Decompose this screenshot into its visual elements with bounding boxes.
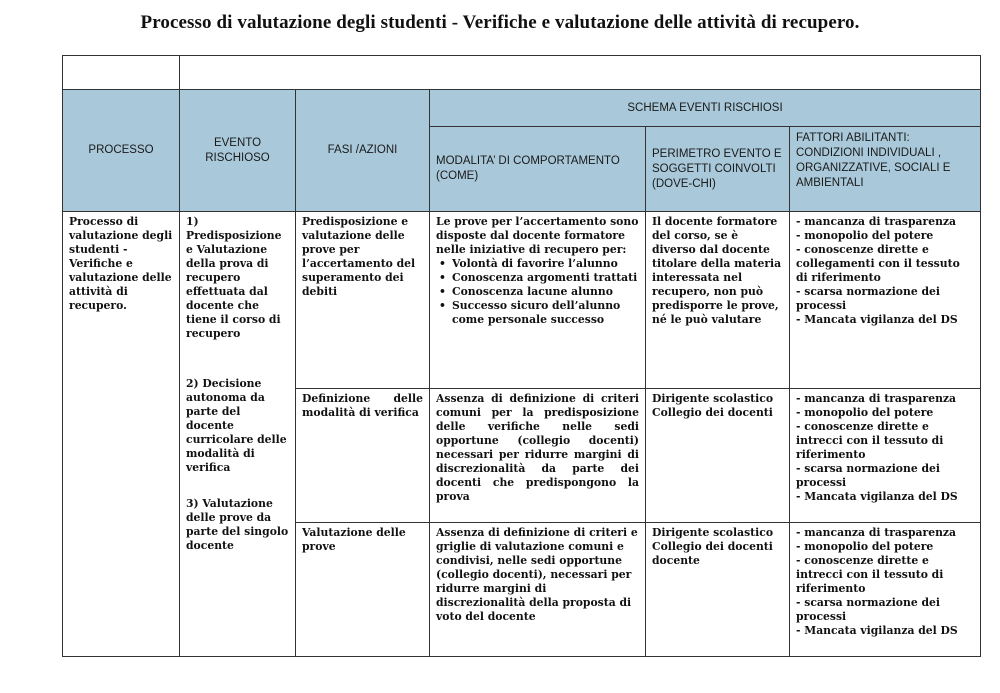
header-fasi-azioni: FASI /AZIONI [296, 90, 430, 212]
fattore-item: - mancanza di trasparenza [796, 392, 957, 405]
modalita-cell: Assenza di definizione di criteri e griglie di valutazione comuni e condivisi, nelle sedi opportune (collegio docenti), necessari per ridurre margini di discrezionalità della proposta di voto del docente [430, 523, 646, 657]
fattore-item: - Mancata vigilanza del DS [796, 313, 958, 326]
header-processo: PROCESSO [63, 90, 180, 212]
fattore-item: - monopolio del potere [796, 229, 934, 242]
fattore-item: - scarsa normazione dei processi [796, 596, 941, 623]
fattore-item: - scarsa normazione dei processi [796, 285, 941, 312]
fattore-item: - conoscenze dirette e collegamenti con il tessuto di riferimento [796, 243, 960, 284]
fattore-item: - monopolio del potere [796, 540, 934, 553]
perimetro-line: Dirigente scolastico [652, 526, 774, 539]
modalita-cell: Assenza di definizione di criteri comuni per la predisposizione delle verifiche nelle sedi opportune (collegio docenti) necessari per ridurre margini di discrezionalità da parte dei docenti che predispongono la prova [430, 389, 646, 523]
fase-cell: Definizione delle modalità di verifica [296, 389, 430, 523]
processo-cell: Processo di valutazione degli studenti - Verifiche e valutazione delle attività di recupero. [63, 212, 180, 657]
fattore-item: - mancanza di trasparenza [796, 526, 957, 539]
fase-cell: Valutazione delle prove [296, 523, 430, 657]
fattore-item: - conoscenze dirette e intrecci con il tessuto di riferimento [796, 554, 944, 595]
fattore-item: - Mancata vigilanza del DS [796, 490, 958, 503]
empty-cell-left [63, 56, 180, 90]
empty-top-row [63, 56, 981, 90]
fattore-item: - monopolio del potere [796, 406, 934, 419]
perimetro-line: Collegio dei docenti [652, 406, 773, 419]
fattore-item: - scarsa normazione dei processi [796, 462, 941, 489]
fattori-cell [790, 523, 981, 657]
header-modalita: MODALITA’ DI COMPORTAMENTO (COME) [430, 127, 646, 212]
evento-3: 3) Valutazione delle prove da parte del singolo docente [186, 497, 289, 552]
header-perimetro: PERIMETRO EVENTO E SOGGETTI COINVOLTI (DOVE-CHI) [646, 127, 790, 212]
perimetro-cell: Il docente formatore del corso, se è diverso dal docente titolare della materia interessata nel recupero, non può predisporre le prove, né le può valutare [646, 212, 790, 389]
perimetro-line: Collegio dei docenti docente [652, 540, 773, 567]
fattore-item: - mancanza di trasparenza [796, 215, 957, 228]
perimetro-cell [646, 523, 790, 657]
header-fattori: FATTORI ABILITANTI: CONDIZIONI INDIVIDUALI , ORGANIZZATIVE, SOCIALI E AMBIENTALI [790, 127, 981, 212]
evento-2: 2) Decisione autonoma da parte del docente curricolare delle modalità di verifica [186, 377, 287, 474]
empty-cell-right [180, 56, 981, 90]
fattore-item: - Mancata vigilanza del DS [796, 624, 958, 637]
evento-1: 1) Predisposizione e Valutazione della prova di recupero effettuata dal docente che tiene il corso di recupero [186, 215, 282, 340]
perimetro-cell [646, 389, 790, 523]
fattori-cell [790, 389, 981, 523]
fattori-cell [790, 212, 981, 389]
list-item: • Successo sicuro dell’alunno come personale successo [452, 299, 639, 327]
risk-table [62, 55, 981, 657]
list-item: • Volontà di favorire l’alunno [452, 257, 639, 271]
modalita-cell [430, 212, 646, 389]
perimetro-line: Dirigente scolastico [652, 392, 774, 405]
modalita-intro: Le prove per l’accertamento sono disposte dal docente formatore nelle iniziative di recupero per: [436, 215, 639, 256]
header-evento-rischioso: EVENTO RISCHIOSO [180, 90, 296, 212]
document-title: Processo di valutazione degli studenti - Verifiche e valutazione delle attività di recupero. [140, 12, 860, 33]
header-row-1 [63, 90, 981, 127]
table-row [63, 212, 981, 389]
fase-cell: Predisposizione e valutazione delle prove per l’accertamento del superamento dei debiti [296, 212, 430, 389]
modalita-bullets [436, 257, 639, 327]
list-item: • Conoscenza argomenti trattati [452, 271, 639, 285]
header-schema-eventi: SCHEMA EVENTI RISCHIOSI [430, 90, 981, 127]
eventi-cell [180, 212, 296, 657]
list-item: • Conoscenza lacune alunno [452, 285, 639, 299]
fattore-item: - conoscenze dirette e intrecci con il tessuto di riferimento [796, 420, 944, 461]
